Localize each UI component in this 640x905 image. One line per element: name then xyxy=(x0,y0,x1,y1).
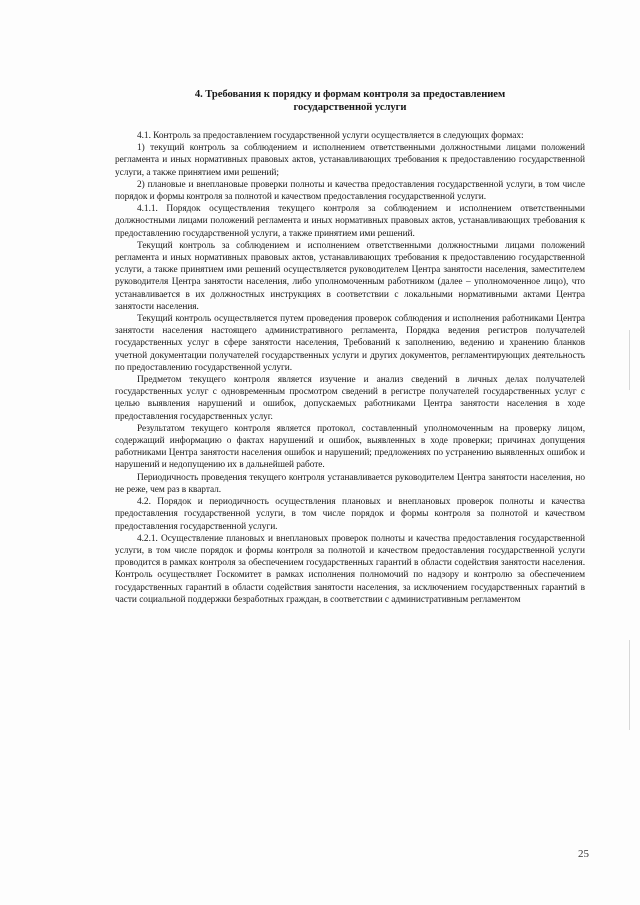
paragraph-4-1-1: 4.1.1. Порядок осуществления текущего контроля за соблюдением и исполнением ответственными должностными лицами положений регламента и иных нормативных правовых актов, устанавливающих требования к предоставлению государственной услуги, а также принятием ими решений. xyxy=(115,204,585,239)
heading-line-1: 4. Требования к порядку и формам контроля за предоставлением xyxy=(194,89,506,100)
paragraph-4-1: 4.1. Контроль за предоставлением государственной услуги осуществляется в следующих формах: xyxy=(137,131,524,141)
heading-line-2: государственной услуги xyxy=(293,102,407,113)
paragraph-control-method: Текущий контроль осуществляется путем проведения проверок соблюдения и исполнения работниками Центра занятости населения настоящего административного регламента, Порядка ведения регистров получателей государственных услуг в сфере занятости населения, Требований к заполнению, ведению и хранению бланков учетной документации получателей государственных услуги и других документов, регламентирующих деятельность по предоставлению государственной услуги. xyxy=(115,314,585,373)
scan-edge-mark xyxy=(629,640,630,730)
document-body xyxy=(115,88,585,606)
paragraph-control-result: Результатом текущего контроля является протокол, составленный уполномоченным на проверку лицом, содержащий информацию о фактах нарушений и ошибок, выявленных в ходе проверки; причинах допущения работниками Центра занятости населения ошибок и нарушений; предложениях по устранению выявленных ошибок и нарушений и недопущению их в дальнейшей работе. xyxy=(115,423,585,471)
paragraph-item-1: 1) текущий контроль за соблюдением и исполнением ответственными должностными лицами положений регламента и иных нормативных правовых актов, устанавливающих требования к предоставлению государственной услуги, а также принятием ими решений; xyxy=(115,143,585,178)
scan-edge-mark xyxy=(629,330,630,390)
paragraph-current-control: Текущий контроль за соблюдением и исполнением ответственными должностными лицами положений регламента и иных нормативных правовых актов, устанавливающих требования к предоставлению государственной услуги, а также принятием ими решений осуществляется руководителем Центра занятости населения, заместителем руководителя Центра занятости населения, либо уполномоченным работником (далее – уполномоченное лицо), что устанавливается в их должностных инструкциях в соответствии с локальными нормативными актами Центра занятости населения. xyxy=(115,240,585,312)
paragraph-control-subject: Предметом текущего контроля является изучение и анализ сведений в личных делах получателей государственных услуг с одновременным просмотром сведений в регистре получателей государственных услуг с целью выявления нарушений и ошибок, допускаемых работниками Центра занятости населения в ходе предоставления государственных услуг. xyxy=(115,375,585,422)
paragraph-item-2: 2) плановые и внеплановые проверки полноты и качества предоставления государственной услуги, в том числе порядок и формы контроля за полнотой и качеством предоставления государственной услуги. xyxy=(115,179,585,203)
paragraph-4-2: 4.2. Порядок и периодичность осуществления плановых и внеплановых проверок полноты и качества предоставления государственной услуги, в том числе порядок и формы контроля за полнотой и качеством предоставления государственной услуги. xyxy=(115,497,585,532)
section-heading xyxy=(115,88,585,114)
page-number: 25 xyxy=(578,848,589,860)
paragraph-periodicity: Периодичность проведения текущего контроля устанавливается руководителем Центра занятости населения, но не реже, чем раз в квартал. xyxy=(115,472,585,495)
paragraph-4-2-1: 4.2.1. Осуществление плановых и внеплановых проверок полноты и качества предоставления государственной услуги, в том числе порядок и формы контроля за полнотой и качеством предоставления государственной услуги проводится в рамках контроля за обеспечением государственных гарантий в области содействия занятости населения. Контроль осуществляет Госкомитет в рамках исполнения полномочий по надзору и контролю за обеспечением государственных гарантий в области содействия занятости населения, за исключением государственных гарантий в части социальной поддержки безработных граждан, в соответствии с административным регламентом xyxy=(115,533,585,605)
